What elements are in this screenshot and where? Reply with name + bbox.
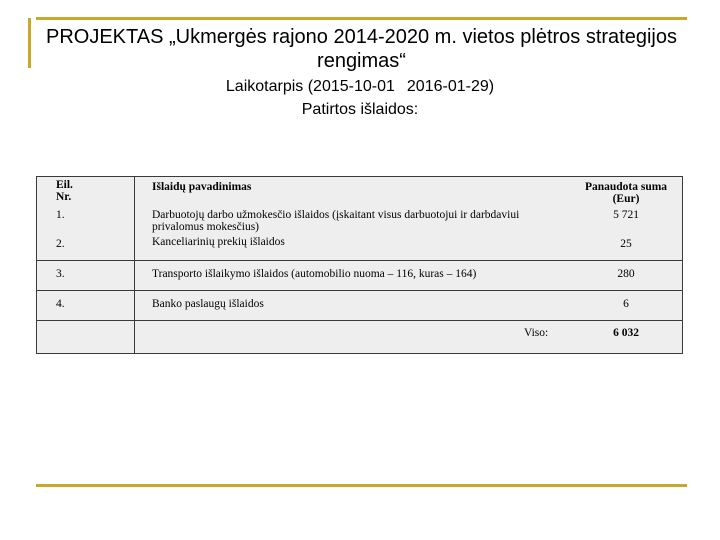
header-no [56,179,73,203]
column-divider [134,176,135,354]
row-4-amount: 6 [623,298,629,310]
row-1-name [152,209,519,233]
header-amount [571,181,681,205]
header-no-line2: Nr. [56,191,72,203]
row-4-no: 4. [56,298,65,310]
row-2-no: 2. [56,238,65,250]
row-3-name: Transporto išlaikymo išlaidos (automobilio nuoma – 116, kuras – 164) [152,268,477,280]
bottom-accent-rule [36,484,687,487]
header-amount-line1: Panaudota suma [584,181,668,193]
row-1-no: 1. [56,209,65,221]
header-amount-line2: (Eur) [612,193,640,205]
row-3-no: 3. [56,268,65,280]
period-label: Laikotarpis (2015-10-01 [225,78,395,95]
header-name: Išlaidų pavadinimas [152,181,252,193]
row-2-amount: 25 [620,238,632,250]
top-accent-rule [36,17,687,20]
left-accent-rule [28,18,31,68]
row-2-name: Kanceliarinių prekių išlaidos [152,236,285,248]
slide-title: PROJEKTAS „Ukmergės rajono 2014-2020 m. vietos plėtros strategijos rengimas“ [45,26,677,72]
period-end: 2016-01-29) [406,78,495,95]
total-value: 6 032 [613,327,639,339]
row-1-amount: 5 721 [613,209,639,221]
row-3-amount: 280 [617,268,635,280]
expenses-table [36,176,683,354]
row-4-name: Banko paslaugų išlaidos [152,298,264,310]
spent-heading: Patirtos išlaidos: [301,101,419,118]
column-divider [682,176,683,354]
header-no-line1: Eil. [56,179,73,191]
column-divider [36,176,37,354]
period-line [0,77,720,97]
row-1-name-line2: privalomus mokesčius) [152,221,259,233]
total-label: Viso: [524,327,549,339]
row-1-name-line1: Darbuotojų darbo užmokesčio išlaidos (įskaitant visus darbuotojui ir darbdaviui [152,209,520,221]
